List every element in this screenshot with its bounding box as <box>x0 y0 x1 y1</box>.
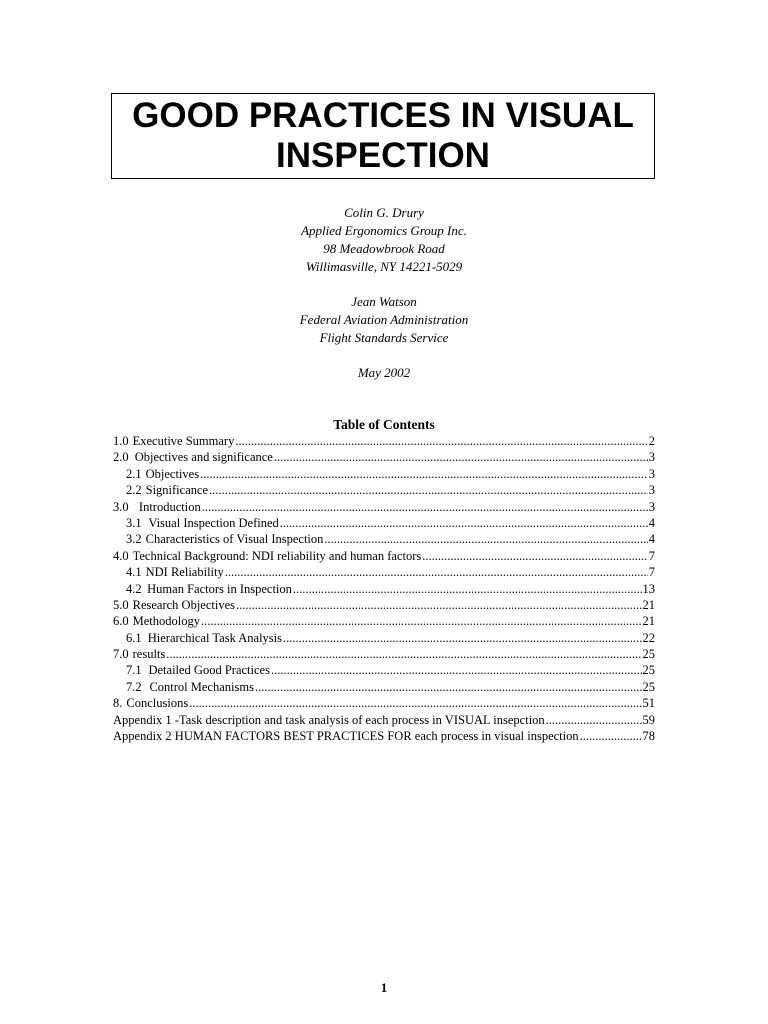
toc-number: 8. <box>113 696 123 711</box>
toc-page: 25 <box>642 647 655 662</box>
toc-page: 78 <box>642 729 655 744</box>
toc-page: 13 <box>642 581 655 596</box>
toc-number: 4.1 <box>126 565 142 580</box>
toc-page: 21 <box>642 614 655 629</box>
table-of-contents <box>113 433 655 744</box>
toc-entry-4-1[interactable] <box>113 564 655 580</box>
toc-entry-1-0[interactable] <box>113 433 655 449</box>
toc-label: Introduction <box>138 499 201 514</box>
author2-org: Federal Aviation Administration <box>299 312 469 327</box>
toc-entry-appendix-2[interactable] <box>113 728 655 744</box>
toc-entry-6-1[interactable] <box>113 630 655 646</box>
toc-number: 2.1 <box>126 466 142 481</box>
title-line-2: INSPECTION <box>276 136 490 175</box>
toc-entry-5-0[interactable] <box>113 597 655 613</box>
title-box <box>111 93 655 179</box>
toc-leader <box>293 581 642 597</box>
toc-page: 3 <box>648 499 655 514</box>
toc-number: 3.2 <box>126 532 142 547</box>
toc-leader <box>580 728 642 744</box>
toc-label: Research Objectives <box>132 597 236 612</box>
toc-entry-3-1[interactable] <box>113 515 655 531</box>
toc-page: 4 <box>648 532 655 547</box>
toc-label: Technical Background: NDI reliability and human factors <box>132 548 422 563</box>
toc-label: results <box>132 647 166 662</box>
toc-number: 3.1 <box>126 515 142 530</box>
toc-leader <box>255 679 642 695</box>
toc-page: 4 <box>648 515 655 530</box>
toc-page: 22 <box>642 630 655 645</box>
toc-entry-2-1[interactable] <box>113 466 655 482</box>
toc-leader <box>236 597 641 613</box>
document-date: May 2002 <box>357 365 411 380</box>
title-line-1: GOOD PRACTICES IN VISUAL <box>132 96 634 135</box>
toc-number: 4.0 <box>113 548 129 563</box>
toc-label: Control Mechanisms <box>149 679 254 694</box>
toc-number: 7.0 <box>113 647 129 662</box>
toc-label: Methodology <box>132 614 200 629</box>
toc-number: 1.0 <box>113 434 129 448</box>
toc-entry-appendix-1[interactable] <box>113 712 655 728</box>
author1-address2: Willimasville, NY 14221-5029 <box>305 259 463 274</box>
author-block <box>0 204 768 382</box>
toc-label: Significance <box>145 483 209 498</box>
toc-leader <box>280 515 648 531</box>
toc-number: 2.2 <box>126 483 142 498</box>
toc-label: Hierarchical Task Analysis <box>147 630 283 645</box>
toc-entry-2-0[interactable] <box>113 449 655 465</box>
toc-number: 4.2 <box>126 581 142 596</box>
toc-label: Objectives <box>145 466 200 481</box>
toc-leader <box>225 564 648 580</box>
toc-number: 5.0 <box>113 597 129 612</box>
toc-entry-7-2[interactable] <box>113 679 655 695</box>
toc-number: 3.0 <box>113 499 129 514</box>
toc-title: Table of Contents <box>333 417 435 432</box>
toc-number: 7.1 <box>126 663 142 678</box>
toc-label: Appendix 2 HUMAN FACTORS BEST PRACTICES FOR each process in visual inspection <box>113 729 579 744</box>
toc-label: Detailed Good Practices <box>148 663 270 678</box>
toc-page: 21 <box>642 597 655 612</box>
toc-leader <box>422 548 648 564</box>
toc-label: Objectives and significance <box>134 450 273 465</box>
toc-label: Human Factors in Inspection <box>147 581 292 596</box>
toc-number: 6.1 <box>126 630 142 645</box>
toc-page: 59 <box>642 712 655 727</box>
author1-address1: 98 Meadowbrook Road <box>323 241 445 256</box>
author1-name: Colin G. Drury <box>344 205 424 220</box>
toc-leader <box>209 482 648 498</box>
author1-org: Applied Ergonomics Group Inc. <box>301 223 467 238</box>
toc-leader <box>166 646 641 662</box>
toc-entry-6-0[interactable] <box>113 613 655 629</box>
toc-label: Characteristics of Visual Inspection <box>145 532 324 547</box>
toc-entry-3-2[interactable] <box>113 531 655 547</box>
toc-page: 7 <box>648 548 655 563</box>
toc-leader <box>274 449 648 465</box>
toc-page: 3 <box>648 450 655 465</box>
toc-entry-2-2[interactable] <box>113 482 655 498</box>
toc-label: Executive Summary <box>132 434 235 448</box>
toc-label: NDI Reliability <box>145 565 224 580</box>
toc-entry-4-0[interactable] <box>113 548 655 564</box>
toc-entry-8[interactable] <box>113 695 655 711</box>
toc-entry-7-0[interactable] <box>113 646 655 662</box>
toc-entry-3-0[interactable] <box>113 499 655 515</box>
toc-page: 7 <box>648 565 655 580</box>
toc-label: Appendix 1 -Task description and task analysis of each process in VISUAL insepction <box>113 712 545 727</box>
toc-leader <box>283 630 641 646</box>
toc-leader <box>200 466 648 482</box>
toc-leader <box>235 433 647 449</box>
toc-leader <box>201 613 642 629</box>
author2-name: Jean Watson <box>351 294 417 309</box>
toc-entry-7-1[interactable] <box>113 662 655 678</box>
author2-dept: Flight Standards Service <box>319 330 449 345</box>
toc-label: Conclusions <box>126 696 189 711</box>
toc-page: 2 <box>648 434 655 448</box>
toc-number: 6.0 <box>113 614 129 629</box>
toc-number: 2.0 <box>113 450 129 465</box>
toc-leader <box>271 662 642 678</box>
toc-leader <box>546 712 642 728</box>
toc-entry-4-2[interactable] <box>113 581 655 597</box>
toc-label: Visual Inspection Defined <box>148 515 279 530</box>
toc-page: 3 <box>648 483 655 498</box>
page-number: 1 <box>380 980 388 995</box>
toc-page: 25 <box>642 679 655 694</box>
toc-page: 3 <box>648 466 655 481</box>
toc-leader <box>202 499 648 515</box>
toc-page: 51 <box>642 696 655 711</box>
toc-number: 7.2 <box>126 679 142 694</box>
toc-leader <box>189 695 641 711</box>
toc-leader <box>324 531 647 547</box>
toc-page: 25 <box>642 663 655 678</box>
